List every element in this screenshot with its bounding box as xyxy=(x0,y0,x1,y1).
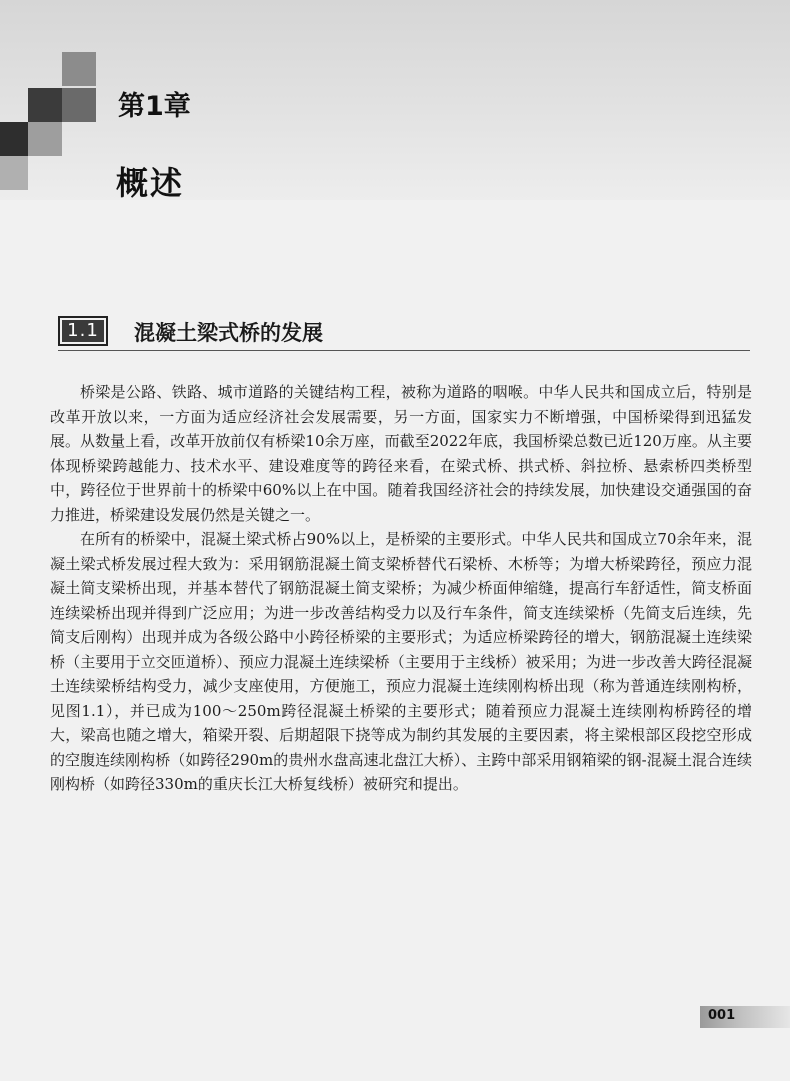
paragraph: 在所有的桥梁中，混凝土梁式桥占90%以上，是桥梁的主要形式。中华人民共和国成立70余年来，混凝土梁式桥发展过程大致为：采用钢筋混凝土简支梁桥替代石梁桥、木桥等；为增大桥梁跨径，预应力混凝土简支梁桥出现，并基本替代了钢筋混凝土简支梁桥；为减少桥面伸缩缝，提高行车舒适性，简支桥面连续梁桥出现并得到广泛应用；为进一步改善结构受力以及行车条件，简支连续梁桥（先简支后连续，先简支后刚构）出现并成为各级公路中小跨径桥梁的主要形式；为适应桥梁跨径的增大，钢筋混凝土连续梁桥（主要用于立交匝道桥）、预应力混凝土连续梁桥（主要用于主线桥）被采用；为进一步改善大跨径混凝土连续梁桥结构受力，减少支座使用，方便施工，预应力混凝土连续刚构桥出现（称为普通连续刚构桥，见图1.1），并已成为100～250m跨径混凝土桥梁的主要形式；随着预应力混凝土连续刚构桥跨径的增大，梁高也随之增大，箱梁开裂、后期超限下挠等成为制约其发展的主要因素，将主梁根部区段挖空形成的空腹连续刚构桥（如跨径290m的贵州水盘高速北盘江大桥）、主跨中部采用钢箱梁的钢-混凝土混合连续刚构桥（如跨径330m的重庆长江大桥复线桥）被研究和提出。 xyxy=(50,530,752,793)
section-number: 1.1 xyxy=(62,320,104,342)
decor-square-3 xyxy=(62,88,96,122)
decor-square-4 xyxy=(0,122,28,156)
page-number: 001 xyxy=(708,1008,736,1023)
decor-square-5 xyxy=(28,122,62,156)
section-title: 混凝土梁式桥的发展 xyxy=(134,321,323,345)
paragraph: 桥梁是公路、铁路、城市道路的关键结构工程，被称为道路的咽喉。中华人民共和国成立后，特别是改革开放以来，一方面为适应经济社会发展需要，另一方面，国家实力不断增强，中国桥梁得到迅猛发展。从数量上看，改革开放前仅有桥梁10余万座，而截至2022年底，我国桥梁总数已近120万座。从主要体现桥梁跨越能力、技术水平、建设难度等的跨径来看，在梁式桥、拱式桥、斜拉桥、悬索桥四类桥型中，跨径位于世界前十的桥梁中60%以上在中国。随着我国经济社会的持续发展，加快建设交通强国的奋力推进，桥梁建设发展仍然是关键之一。 xyxy=(50,383,752,524)
decor-square-1 xyxy=(62,52,96,86)
page-number-bar xyxy=(700,1006,790,1028)
section-heading xyxy=(58,316,750,351)
decor-square-2 xyxy=(28,88,62,122)
chapter-title: 概述 xyxy=(116,164,185,202)
chapter-label: 第1章 xyxy=(118,91,191,122)
decor-square-6 xyxy=(0,156,28,190)
section-number-box xyxy=(58,316,108,346)
body-text xyxy=(50,380,752,797)
